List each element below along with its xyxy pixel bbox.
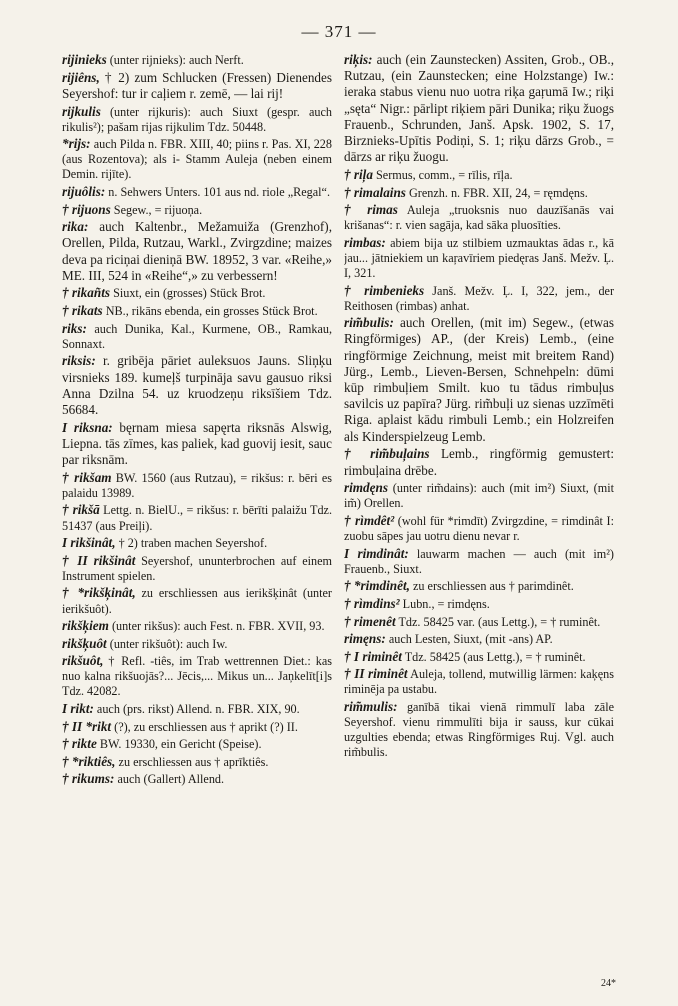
dictionary-entry (62, 535, 332, 551)
entry-text: BW. 1560 (aus Rutzau), = rikšus: r. bēri es palaidu 13989. (62, 470, 332, 500)
dictionary-entry (62, 701, 332, 717)
entry-text: n. Sehwers Unters. 101 aus nd. riole „Regal“. (105, 184, 330, 199)
left-column (62, 52, 332, 972)
entry-headword: † rikums: (62, 771, 115, 787)
dictionary-entry (62, 184, 332, 200)
entry-text: Lemb., ringförmig gemustert: rimbuļaina drēbe. (344, 446, 614, 478)
dictionary-entry (344, 52, 614, 165)
entry-headword: rikšķiem (62, 618, 109, 634)
entry-headword: rimdęns (344, 480, 388, 496)
entry-headword: I riksna: (62, 419, 113, 435)
entry-text: BW. 19330, ein Gericht (Speise). (96, 737, 262, 752)
entry-text: auch (ein Zaunstecken) Assiten, Grob., OB., Rutzau, (ein Zaunstecken; eine Holzstange) Iw.: ieraka stabus vienu nuo uotra riķa gaŗumā Iw.; riķi „sęta“ Nigr.: pārlipt riķiem pāri Dunika; riķu žuogs Frauenb., Schrunden, Janš. Apsk. 1902, S. 17, Birznieks-Upītis Podiņi, S. 1; riķu dārzs Grob., = dārzs ar riķu žuogu. (344, 52, 614, 165)
entry-headword: † rikats (62, 303, 103, 319)
dictionary-entry (62, 202, 332, 218)
entry-headword: † II riminêt (344, 666, 408, 682)
entry-headword: rikšķuôt (62, 635, 107, 651)
entry-headword: riks: (62, 320, 87, 336)
entry-text: Siuxt, ein (grosses) Stück Brot. (110, 286, 266, 301)
entry-headword: † rìmdins² (344, 595, 400, 611)
entry-headword: rijkulis (62, 103, 101, 119)
entry-headword: rikšuôt, (62, 653, 104, 669)
dictionary-entry (62, 104, 332, 135)
entry-headword: † I riminêt (344, 648, 402, 664)
entry-headword: I rikt: (62, 701, 94, 717)
entry-headword: † rimbenieks (344, 282, 425, 298)
dictionary-entry (344, 202, 614, 233)
entry-text: Auleja „truoksnis nuo dauzīšanās vai krišanas“: r. vien sagāja, kad sāka pluosīties. (344, 203, 614, 233)
entry-text: (unter rijnieks): auch Nerft. (106, 53, 244, 67)
entry-text: † 2) traben machen Seyershof. (115, 536, 268, 551)
entry-text: Tdz. 58425 var. (aus Lettg.), = † ruminêt. (395, 614, 601, 629)
entry-headword: † rimalains (344, 184, 406, 200)
dictionary-entry (344, 666, 614, 697)
entry-text: auch Dunika, Kal., Kurmene, OB., Ramkau, Sonnaxt. (62, 321, 332, 351)
entry-text: auch (Gallert) Allend. (114, 772, 225, 787)
entry-text: † Refl. -tiês, im Trab wettrennen Diet.: kas nuo kalna rikšuojās?... Jēcis,... Mikus un... Jaņkelīt[i]s Tdz. 42082. (62, 654, 332, 699)
entry-headword: † rikšam (62, 469, 112, 485)
dictionary-entry (62, 70, 332, 102)
entry-text: auch (prs. rikst) Allend. n. FBR. XIX, 90. (93, 702, 300, 717)
entry-headword: rika: (62, 219, 89, 235)
dictionary-entry (344, 185, 614, 201)
dictionary-entry (62, 420, 332, 469)
entry-text: r. gribēja pāriet auleksuos Jauns. Sliņķu virsnieks 189. kumeļš turpināja savu gausuo riksi Anna Dzilna 54. uz kruodzeņu riksīšiem Tdz. 56684. (62, 353, 332, 417)
entry-headword: rimbas: (344, 234, 386, 250)
entry-headword: † *rikšķinât, (62, 585, 136, 601)
dictionary-entry (344, 546, 614, 577)
dictionary-entry (344, 699, 614, 760)
entry-text: Grenzh. n. FBR. XII, 24, = ręmdęns. (405, 185, 588, 200)
entry-headword: rim̃mulis: (344, 699, 398, 715)
entry-headword: † rikañts (62, 285, 111, 301)
entry-headword: rimęns: (344, 631, 386, 647)
dictionary-entry (62, 636, 332, 652)
entry-headword: riķis: (344, 52, 373, 67)
entry-headword: I rimdinât: (344, 545, 409, 561)
dictionary-entry (62, 219, 332, 284)
entry-text: † 2) zum Schlucken (Fressen) Dienendes Seyershof: tur ir caļiem r. zemē, — lai rij! (62, 69, 332, 101)
entry-text: zu erschliessen aus † parimdinêt. (409, 579, 574, 594)
entry-headword: † II *rikt (62, 718, 112, 734)
entry-headword: I rikšinât, (62, 535, 116, 551)
entry-text: Lubn., = rimdęns. (399, 596, 490, 611)
dictionary-entry (62, 585, 332, 616)
entry-text: Sermus, comm., = rīlis, rīļa. (372, 167, 513, 182)
dictionary-entry (62, 736, 332, 752)
dictionary-entry (344, 315, 614, 445)
dictionary-entry (62, 719, 332, 735)
dictionary-entry (344, 631, 614, 647)
entry-headword: † *rimdinêt, (344, 578, 410, 594)
dictionary-entry (62, 303, 332, 319)
entry-headword: † rikšā (62, 502, 100, 518)
entry-text: Tdz. 58425 (aus Lettg.), = † ruminêt. (401, 649, 586, 664)
entry-text: NB., rikāns ebenda, ein grosses Stück Brot. (102, 304, 318, 319)
entry-headword: † rikte (62, 736, 97, 752)
dictionary-entry (344, 513, 614, 544)
right-column (344, 52, 614, 972)
entry-text: (?), zu erschliessen aus † aprikt (?) II. (111, 719, 298, 734)
entry-text: Segew., = rijuoņa. (110, 202, 203, 217)
entry-text: auch Orellen, (mit im) Segew., (etwas Ringförmiges) AP., (der Kreis) Lemb., (eine ringförmige Zeichnung, meist mit breitem Rand) Jürg., Lemb., Lieven-Bersen, Schnehpeln: dūmi kūp rimbuļiem Smilt. kuo tu tādus rimbuļus savilcis uz papīra? Jürg. rim̃buļi uz sienas uzzīmēti Riga. aplaist kādu rimbuli Lemb.; ein Holzreifen als Kinderspielzeug Lemb. (344, 315, 614, 444)
dictionary-entry (344, 649, 614, 665)
dictionary-entry (62, 771, 332, 787)
page-number: — 371 — (301, 22, 377, 41)
entry-headword: *rijs: (62, 136, 91, 152)
entry-text: (unter rikšus): auch Fest. n. FBR. XVII, 93. (108, 619, 325, 634)
dictionary-entry (62, 653, 332, 699)
entry-headword: † rimenêt (344, 613, 396, 629)
entry-headword: † rijuons (62, 201, 111, 217)
dictionary-entry (344, 167, 614, 183)
entry-text: ganībā tikai vienā rimmulī laba zāle Seyershof. vienu rimmulīti bija ir sauss, kur cūkai uzgulties ebenda; etwas Ringförmiges Ruj. Vgl. auch rim̃bulis. (344, 700, 614, 760)
dictionary-entry (62, 321, 332, 352)
dictionary-entry (62, 136, 332, 182)
entry-text: Lettg. n. BielU., = rikšus: r. bērīti palaižu Tdz. 51437 (aus Preiļi). (62, 503, 332, 533)
dictionary-entry (62, 502, 332, 533)
entry-headword: rijuôlis: (62, 183, 106, 199)
dictionary-entry (62, 353, 332, 418)
entry-text: bęrnam miesa sapęrta riksnās Alswig, Liepna. tās zīmes, kas paliek, kad guovij iesit, sauc par riksnām. (62, 419, 332, 468)
dictionary-entry (344, 283, 614, 314)
entry-text: zu erschliessen aus ierikšķinât (unter ierikšuôt). (62, 586, 332, 616)
entry-headword: † riļa (344, 166, 373, 182)
entry-text: auch Lesten, Siuxt, (mit -ans) AP. (385, 632, 553, 647)
entry-text: zu erschliessen aus † aprīktiês. (115, 754, 269, 769)
entry-text: (wohl für *rimdīt) Zvirgzdine, = rimdinât I: zuobu sāpes jau uotru dienu nevar r. (344, 513, 614, 544)
entry-headword: † rim̃buļains (344, 446, 430, 462)
dictionary-entry (344, 480, 614, 511)
entry-text: Auleja, tollend, mutwillig lärmen: kaķęns riminēja pa ustabu. (344, 667, 614, 697)
entry-text: (unter rijkuris): auch Siuxt (gespr. auch rikulis²); pašam rijas rijkulim Tdz. 50448. (62, 104, 332, 134)
entry-text: (unter rim̃dains): auch (mit im²) Siuxt, (mit im̃) Orellen. (344, 481, 614, 511)
dictionary-entry (344, 596, 614, 612)
dictionary-entry (344, 614, 614, 630)
entry-headword: † *riktiês, (62, 753, 116, 769)
entry-text: (unter rikšuôt): auch Iw. (106, 636, 228, 651)
entry-headword: † rimas (344, 202, 398, 218)
entry-headword: rijiêns, (62, 69, 100, 85)
dictionary-entry (344, 235, 614, 281)
dictionary-entry (62, 52, 332, 68)
entry-text: auch Pilda n. FBR. XIII, 40; piins r. Pas. XI, 228 (aus Rozentova); als i- Stamm Auleja (neben einem Demin. rijīte). (62, 137, 332, 182)
dictionary-entry (62, 470, 332, 501)
dictionary-entry (344, 446, 614, 478)
entry-text: Seyershof, ununterbrochen auf einem Instrument spielen. (62, 553, 332, 583)
entry-headword: † II rikšinât (62, 552, 136, 568)
dictionary-entry (62, 618, 332, 634)
entry-headword: † rìmdêt² (344, 512, 395, 528)
entry-headword: riksis: (62, 353, 96, 369)
entry-text: auch Kaltenbr., Mežamuiža (Grenzhof), Orellen, Pilda, Rutzau, Warkl., Zvirgzdine; maizes deva pa riciņai dieniņā BW. 18952, 3 var. «Reihe,» ME. III, 524 in «Reihe“,» zu verbessern! (62, 219, 332, 283)
entry-text: Janš. Mežv. Ļ. I, 322, jem., der Reithosen (rimbas) anhat. (344, 283, 614, 313)
dictionary-entry (344, 578, 614, 594)
dictionary-entry (62, 754, 332, 770)
entry-text: lauwarm machen — auch (mit im²) Frauenb., Siuxt. (344, 546, 614, 576)
entry-text: abiem bija uz stilbiem uzmauktas ādas r., kā jau... jātniekiem un kaŗavīriem piedęras Janš. Mežv. Ļ. I, 321. (344, 235, 614, 280)
dictionary-entry (62, 553, 332, 584)
dictionary-entry (62, 285, 332, 301)
entry-headword: rim̃bulis: (344, 315, 394, 331)
entry-headword: rijinieks (62, 52, 107, 67)
printer-signature: 24* (601, 978, 616, 989)
